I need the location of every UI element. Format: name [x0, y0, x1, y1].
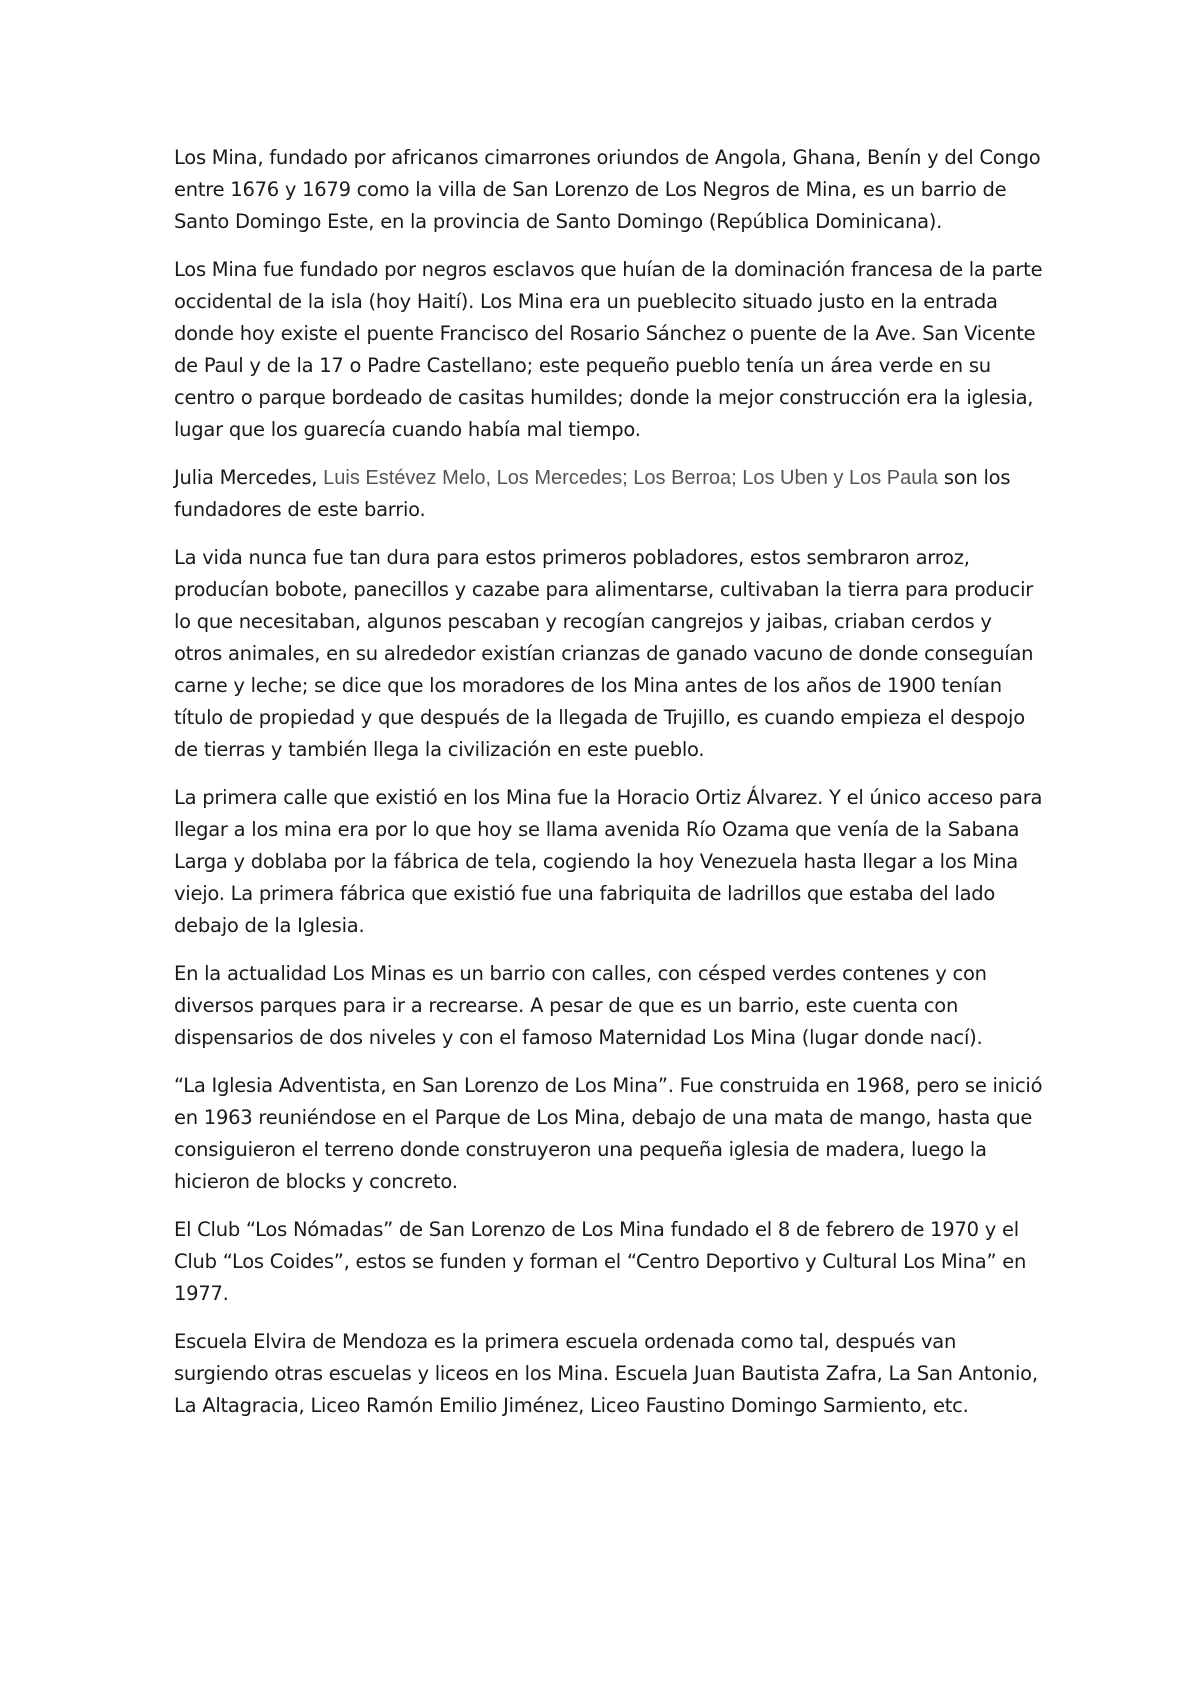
paragraph-foundation: Los Mina fue fundado por negros esclavos que huían de la dominación francesa de la parte occidental de la isla (hoy Haití). Los Mina era un pueblecito situado justo en la entrada donde hoy existe el puente Francisco del Rosario Sánchez o puente de la Ave. San Vicente de Paul y de la 17 o Padre Castellano; este pequeño pueblo tenía un área verde en su centro o parque bordeado de casitas humildes; donde la mejor construcción era la iglesia, lugar que los guarecía cuando había mal tiempo.	[174, 258, 1043, 441]
paragraph-founders	[174, 462, 1044, 526]
paragraph-present-day: En la actualidad Los Minas es un barrio con calles, con césped verdes contenes y con diversos parques para ir a recrearse. A pesar de que es un barrio, este cuenta con dispensarios de dos niveles y con el famoso Maternidad Los Mina (lugar donde nací).	[174, 962, 987, 1049]
paragraph-schools: Escuela Elvira de Mendoza es la primera escuela ordenada como tal, después van surgiendo otras escuelas y liceos en los Mina. Escuela Juan Bautista Zafra, La San Antonio, La Altagracia, Liceo Ramón Emilio Jiménez, Liceo Faustino Domingo Sarmiento, etc.	[174, 1330, 1038, 1417]
founders-names: Luis Estévez Melo, Los Mercedes; Los Berroa; Los Uben y Los Paula	[323, 467, 938, 489]
paragraph-origin: Los Mina, fundado por africanos cimarrones oriundos de Angola, Ghana, Benín y del Congo entre 1676 y 1679 como la villa de San Lorenzo de Los Negros de Mina, es un barrio de Santo Domingo Este, en la provincia de Santo Domingo (República Dominicana).	[174, 146, 1041, 233]
paragraph-adventist-church: “La Iglesia Adventista, en San Lorenzo de Los Mina”. Fue construida en 1968, pero se inició en 1963 reuniéndose en el Parque de Los Mina, debajo de una mata de mango, hasta que consiguieron el terreno donde construyeron una pequeña iglesia de madera, luego la hicieron de blocks y concreto.	[174, 1074, 1043, 1193]
document-body	[174, 142, 1044, 1438]
founders-end: son los fundadores de este barrio.	[174, 466, 1011, 521]
founders-first: Julia Mercedes,	[174, 466, 324, 489]
paragraph-first-street: La primera calle que existió en los Mina fue la Horacio Ortiz Álvarez. Y el único acceso para llegar a los mina era por lo que hoy se llama avenida Río Ozama que venía de la Sabana Larga y doblaba por la fábrica de tela, cogiendo la hoy Venezuela hasta llegar a los Mina viejo. La primera fábrica que existió fue una fabriquita de ladrillos que estaba del lado debajo de la Iglesia.	[174, 786, 1043, 937]
paragraph-sports-club: El Club “Los Nómadas” de San Lorenzo de Los Mina fundado el 8 de febrero de 1970 y el Club “Los Coides”, estos se funden y forman el “Centro Deportivo y Cultural Los Mina” en 1977.	[174, 1218, 1027, 1305]
paragraph-early-life: La vida nunca fue tan dura para estos primeros pobladores, estos sembraron arroz, producían bobote, panecillos y cazabe para alimentarse, cultivaban la tierra para producir lo que necesitaban, algunos pescaban y recogían cangrejos y jaibas, criaban cerdos y otros animales, en su alrededor existían crianzas de ganado vacuno de donde conseguían carne y leche; se dice que los moradores de los Mina antes de los años de 1900 tenían título de propiedad y que después de la llegada de Trujillo, es cuando empieza el despojo de tierras y también llega la civilización en este pueblo.	[174, 546, 1034, 761]
